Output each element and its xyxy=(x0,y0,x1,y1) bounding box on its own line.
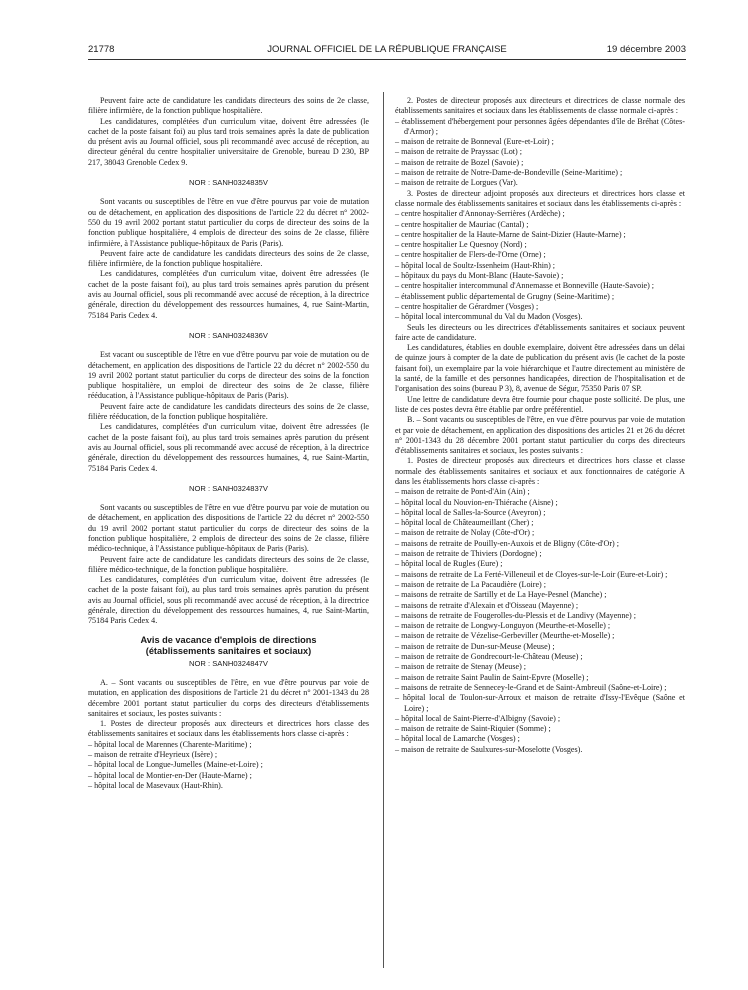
paragraph: Une lettre de candidature devra être fournie pour chaque poste sollicité. De plus, une liste de ces postes devra être établie par ordre préférentiel. xyxy=(395,394,685,414)
list-item: – maison de retraite de Saint-Riquier (Somme) ; xyxy=(395,724,685,734)
list-item: – hôpitaux du pays du Mont-Blanc (Haute-Savoie) ; xyxy=(395,271,685,281)
journal-title: JOURNAL OFFICIEL DE LA RÉPUBLIQUE FRANÇAISE xyxy=(267,44,507,55)
list-item: – maison de retraite de Bozel (Savoie) ; xyxy=(395,158,685,168)
paragraph: Les candidatures, complétées d'un curriculum vitae, doivent être adressées (le cachet de la poste faisant foi) au plus tard trois semaines après la date de publication du présent avis au Journal officiel, sous pli recommandé avec accusé de réception, au directeur général du centre hospitalier universitaire de Grenoble, bureau D 230, BP 217, 38043 Grenoble Cedex 9. xyxy=(88,116,369,167)
list-item: – centre hospitalier Le Quesnoy (Nord) ; xyxy=(395,240,685,250)
list-item: – maison de retraite de Thiviers (Dordogne) ; xyxy=(395,549,685,559)
list-item: – hôpital local de Masevaux (Haut-Rhin). xyxy=(88,781,369,791)
list-item: – maison de retraite de La Pacaudière (Loire) ; xyxy=(395,580,685,590)
header-rule xyxy=(88,59,686,60)
paragraph: Les candidatures, établies en double exemplaire, doivent être adressées dans un délai de quinze jours à compter de la date de publication du présent avis (le cachet de la poste faisant foi), un exemplaire par la voie hiérarchique et l'autre directement au ministère de la santé, de la famille et des personnes handicapées, direction de l'hospitalisation et de l'organisation des soins (bureau P 3), 8, avenue de Ségur, 75350 Paris 07 SP. xyxy=(395,343,685,394)
page-header xyxy=(88,44,686,58)
paragraph: 2. Postes de directeur proposés aux directeurs et directrices de classe normale des établissements sanitaires et sociaux dans les établissements de classe normale ci-après : xyxy=(395,96,685,116)
list-item: – hôpital local de Toulon-sur-Arroux et maison de retraite d'Issy-l'Evêque (Saône et Loire) ; xyxy=(395,693,685,714)
paragraph: Sont vacants ou susceptibles de l'être en vue d'être pourvu par voie de mutation ou de détachement, en application des dispositions de l'article 22 du décret n° 2002-550 du 19 avril 2002 portant statut particulier du corps de directeur des soins de la fonction publique hospitalière, 2 emplois de directeur des soins de 2e classe, filière médico-technique, à l'Assistance publique-hôpitaux de Paris (Paris). xyxy=(88,503,369,554)
section-heading-line: Avis de vacance d'emplois de directions xyxy=(140,634,317,645)
page-number: 21778 xyxy=(88,44,115,55)
list-item: – maison de retraite de Notre-Dame-de-Bondeville (Seine-Maritime) ; xyxy=(395,168,685,178)
paragraph: 3. Postes de directeur adjoint proposés aux directeurs et directrices hors classe et classe normale des établissements sanitaires et sociaux dans les établissements ci-après : xyxy=(395,188,685,208)
nor-reference: NOR : SANH0324837V xyxy=(189,483,268,493)
list-item: – maison de retraite d'Heyrieux (Isère) ; xyxy=(88,750,369,760)
list-item: – établissement public départemental de Grugny (Seine-Maritime) ; xyxy=(395,292,685,302)
paragraph: Est vacant ou susceptible de l'être en vue d'être pourvu par voie de mutation ou de détachement, en application des dispositions de l'article 22 du décret n° 2002-550 du 19 avril 2002 portant statut particulier du corps de directeur des soins de la fonction publique hospitalière, un emploi de directeur des soins de 2e classe, filière rééducation, à l'Assistance publique-hôpitaux de Paris (Paris). xyxy=(88,350,369,401)
list-item: – hôpital local de Montier-en-Der (Haute-Marne) ; xyxy=(88,771,369,781)
establishment-list xyxy=(395,117,685,189)
list-item: – maison de retraite de Prayssac (Lot) ; xyxy=(395,147,685,157)
list-item: – maison de retraite Saint Paulin de Saint-Epvre (Moselle) ; xyxy=(395,673,685,683)
list-item: – maison de retraite de Dun-sur-Meuse (Meuse) ; xyxy=(395,642,685,652)
list-item: – maisons de retraite de Fougerolles-du-Plessis et de Landivy (Mayenne) ; xyxy=(395,611,685,621)
list-item: – maisons de retraite de Pouilly-en-Auxois et de Bligny (Côte-d'Or) ; xyxy=(395,539,685,549)
nor-reference: NOR : SANH0324847V xyxy=(189,658,268,668)
list-item: – maison de retraite de Pont-d'Ain (Ain) ; xyxy=(395,487,685,497)
paragraph: Peuvent faire acte de candidature les candidats directeurs des soins de 2e classe, filière rééducation, de la fonction publique hospitalière. xyxy=(88,401,369,422)
list-item: – maison de retraite de Saulxures-sur-Moselotte (Vosges). xyxy=(395,745,685,755)
establishment-list xyxy=(395,209,685,322)
list-item: – maisons de retraite de La Ferté-Villeneuil et de Cloyes-sur-le-Loir (Eure-et-Loir) ; xyxy=(395,570,685,580)
paragraph: B. – Sont vacants ou susceptibles de l'être, en vue d'être pourvus par voie de mutation et par voie de détachement, en application des dispositions des articles 21 et 26 du décret n° 2001-1343 du 28 décembre 2001 portant statut particulier du corps des directeurs d'établissements sanitaires et sociaux, les postes suivants : xyxy=(395,415,685,456)
list-item: – hôpital local de Marennes (Charente-Maritime) ; xyxy=(88,740,369,750)
list-item: – établissement d'hébergement pour personnes âgées dépendantes d'île de Bréhat (Côtes-d'Armor) ; xyxy=(395,117,685,138)
list-item: – maison de retraite de Vézelise-Gerbeviller (Meurthe-et-Moselle) ; xyxy=(395,631,685,641)
nor-reference: NOR : SANH0324835V xyxy=(189,178,268,188)
column-divider xyxy=(383,92,384,968)
list-item: – maison de retraite de Gondrecourt-le-Château (Meuse) ; xyxy=(395,652,685,662)
list-item: – hôpital local de Saint-Pierre-d'Albigny (Savoie) ; xyxy=(395,714,685,724)
establishment-list xyxy=(88,740,369,791)
list-item: – maisons de retraite d'Alexain et d'Oisseau (Mayenne) ; xyxy=(395,601,685,611)
list-item: – hôpital local de Lamarche (Vosges) ; xyxy=(395,734,685,744)
paragraph: Les candidatures, complétées d'un curriculum vitae, doivent être adressées (le cachet de la poste faisant foi), au plus tard trois semaines après parution du présent avis au Journal officiel, sous pli recommandé avec accusé de réception, à la directrice générale, direction du développement des ressources humaines, 4, rue Saint-Martin, 75184 Paris Cedex 4. xyxy=(88,422,369,473)
list-item: – centre hospitalier intercommunal d'Annemasse et Bonneville (Haute-Savoie) ; xyxy=(395,281,685,291)
list-item: – hôpital local intercommunal du Val du Madon (Vosges). xyxy=(395,312,685,322)
establishment-list xyxy=(395,487,685,755)
left-column xyxy=(88,96,369,791)
paragraph: Peuvent faire acte de candidature les candidats directeurs des soins de 2e classe, filière médico-technique, de la fonction publique hospitalière. xyxy=(88,554,369,574)
list-item: – maison de retraite de Longwy-Longuyon (Meurthe-et-Moselle) ; xyxy=(395,621,685,631)
section-heading-line: (établissements sanitaires et sociaux) xyxy=(145,645,312,656)
list-item: – centre hospitalier de la Haute-Marne de Saint-Dizier (Haute-Marne) ; xyxy=(395,230,685,240)
paragraph: 1. Postes de directeur proposés aux directeurs et directrices hors classe et classe normale des établissements sanitaires et sociaux et aux fonctionnaires de catégorie A dans les établissements hors classe ci-après : xyxy=(395,456,685,486)
right-column xyxy=(395,96,685,755)
issue-date: 19 décembre 2003 xyxy=(606,44,686,55)
list-item: – hôpital local de Rugles (Eure) ; xyxy=(395,559,685,569)
list-item: – hôpital local du Nouvion-en-Thiérache (Aisne) ; xyxy=(395,498,685,508)
list-item: – centre hospitalier de Mauriac (Cantal) ; xyxy=(395,220,685,230)
list-item: – hôpital local de Soultz-Issenheim (Haut-Rhin) ; xyxy=(395,261,685,271)
list-item: – maison de retraite de Stenay (Meuse) ; xyxy=(395,662,685,672)
paragraph: Peuvent faire acte de candidature les candidats directeurs des soins de 2e classe, filière infirmière, de la fonction publique hospitalière. xyxy=(88,248,369,269)
paragraph: 1. Postes de directeur proposés aux directeurs et directrices hors classe des établissements sanitaires et sociaux dans les établissements hors classe ci-après : xyxy=(88,719,369,739)
paragraph: A. – Sont vacants ou susceptibles de l'être, en vue d'être pourvus par voie de mutation, en application des dispositions de l'article 21 du décret n° 2001-1343 du 28 décembre 2001 portant statut particulier du corps des directeurs d'établissements sanitaires et sociaux, les postes suivants : xyxy=(88,677,369,718)
list-item: – centre hospitalier de Flers-de-l'Orne (Orne) ; xyxy=(395,250,685,260)
list-item: – maison de retraite de Lorgues (Var). xyxy=(395,178,685,188)
paragraph: Seuls les directeurs ou les directrices d'établissements sanitaires et sociaux peuvent faire acte de candidature. xyxy=(395,322,685,342)
list-item: – maison de retraite de Nolay (Côte-d'Or) ; xyxy=(395,528,685,538)
paragraph: Sont vacants ou susceptibles de l'être en vue d'être pourvus par voie de mutation ou de détachement, en application des dispositions de l'article 22 du décret n° 2002-550 du 19 avril 2002 portant statut particulier du corps de directeur des soins de la fonction publique hospitalière, 4 emplois de directeur des soins de 2e classe, filière infirmière, à l'Assistance publique-hôpitaux de Paris (Paris). xyxy=(88,197,369,248)
list-item: – hôpital local de Longue-Jumelles (Maine-et-Loire) ; xyxy=(88,760,369,770)
nor-reference: NOR : SANH0324836V xyxy=(189,330,268,340)
paragraph: Les candidatures, complétées d'un curriculum vitae, doivent être adressées (le cachet de la poste faisant foi), au plus tard trois semaines après parution du présent avis au Journal officiel, sous pli recommandé avec accusé de réception, à la directrice générale, direction du développement des ressources humaines, 4, rue Saint-Martin, 75184 Paris Cedex 4. xyxy=(88,575,369,626)
section-heading xyxy=(88,635,369,657)
list-item: – maison de retraite de Bonneval (Eure-et-Loir) ; xyxy=(395,137,685,147)
list-item: – hôpital local de Salles-la-Source (Aveyron) ; xyxy=(395,508,685,518)
list-item: – centre hospitalier de Gérardmer (Vosges) ; xyxy=(395,302,685,312)
list-item: – centre hospitalier d'Annonay-Serrières (Ardèche) ; xyxy=(395,209,685,219)
paragraph: Peuvent faire acte de candidature les candidats directeurs des soins de 2e classe, filière infirmière, de la fonction publique hospitalière. xyxy=(88,96,369,116)
list-item: – maisons de retraite de Sennecey-le-Grand et de Saint-Ambreuil (Saône-et-Loire) ; xyxy=(395,683,685,693)
list-item: – maisons de retraite de Sartilly et de La Haye-Pesnel (Manche) ; xyxy=(395,590,685,600)
list-item: – hôpital local de Châteaumeillant (Cher) ; xyxy=(395,518,685,528)
paragraph: Les candidatures, complétées d'un curriculum vitae, doivent être adressées (le cachet de la poste faisant foi), au plus tard trois semaines après parution du présent avis au Journal officiel, sous pli recommandé avec accusé de réception, à la directrice générale, direction du développement des ressources humaines, 4, rue Saint-Martin, 75184 Paris Cedex 4. xyxy=(88,269,369,320)
